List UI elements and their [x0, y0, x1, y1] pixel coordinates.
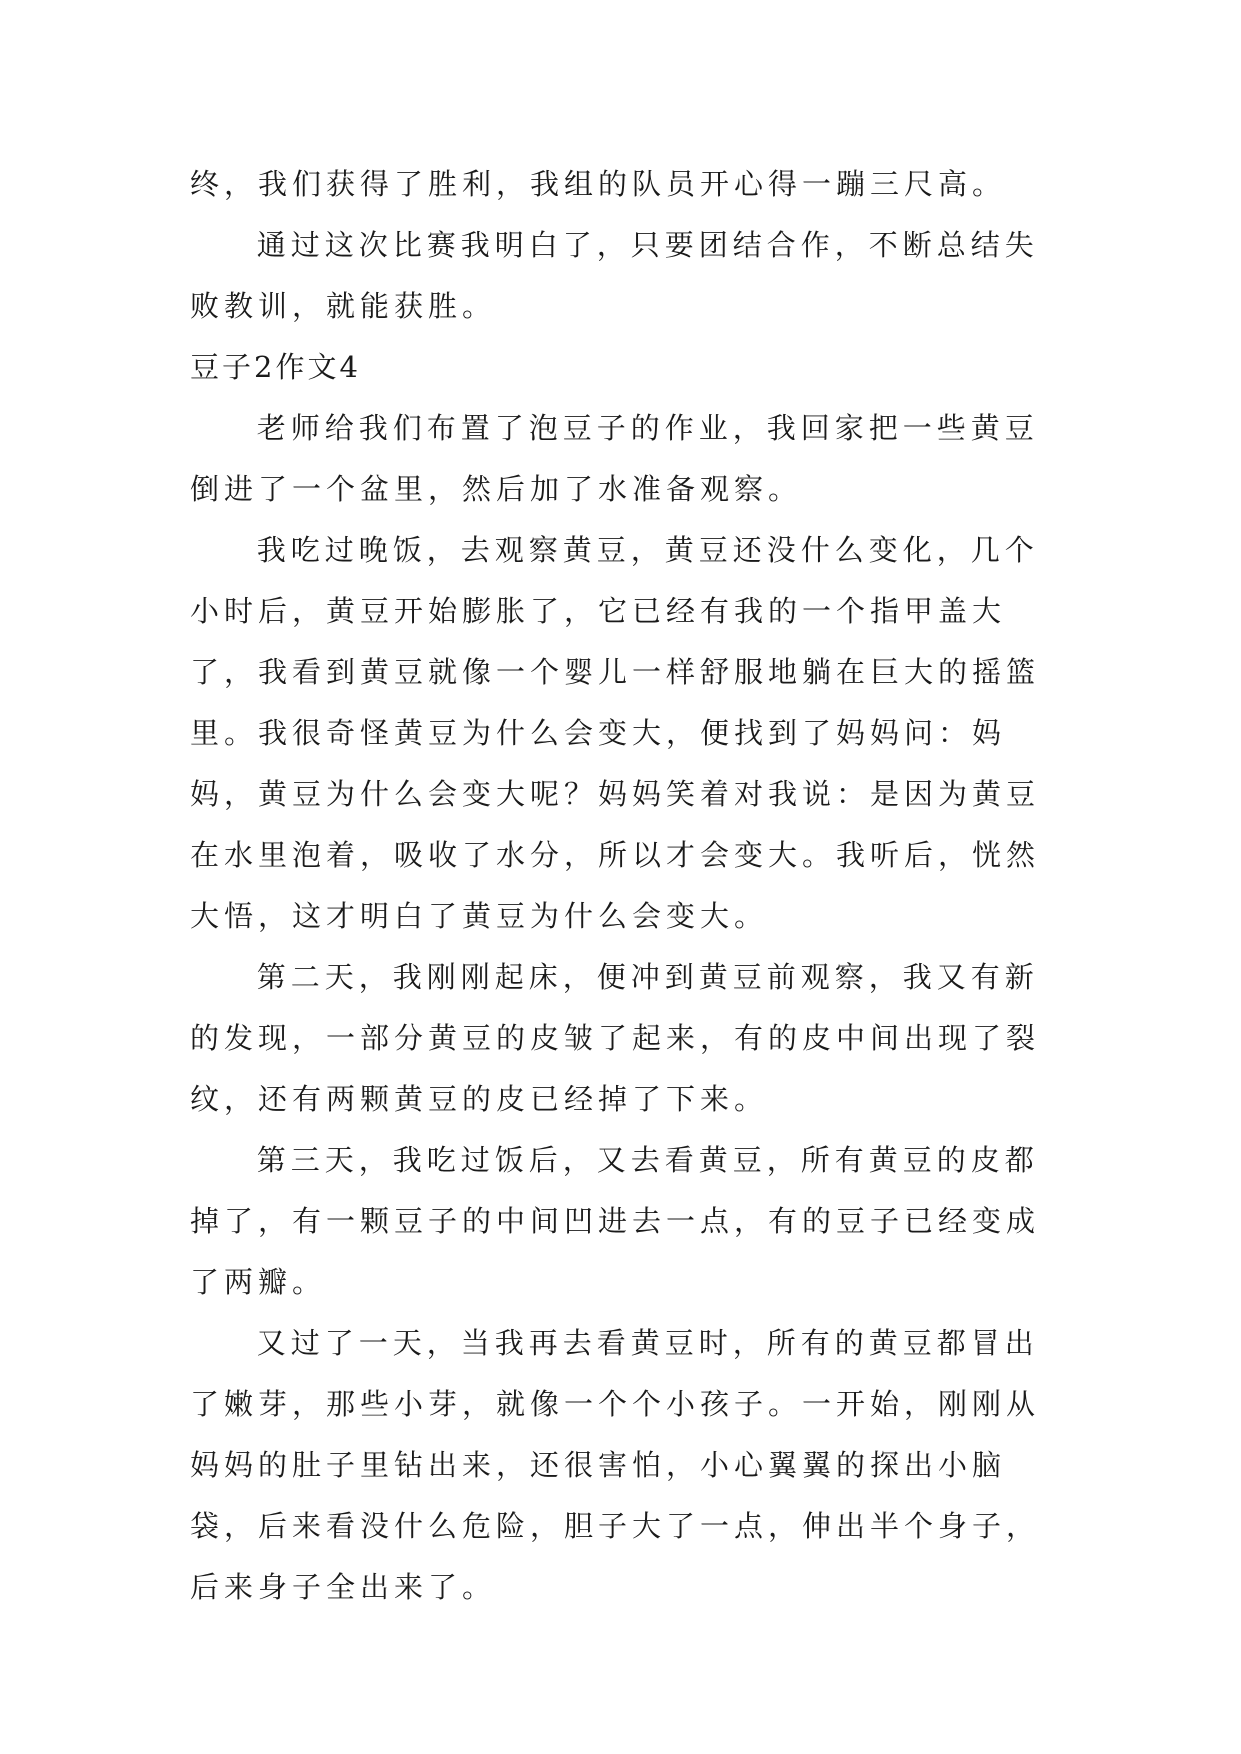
paragraph-conclusion: 通过这次比赛我明白了，只要团结合作，不断总结失败教训，就能获胜。: [190, 228, 1039, 323]
paragraph-sprouts: 又过了一天，当我再去看黄豆时，所有的黄豆都冒出了嫩芽，那些小芽，就像一个个小孩子。一开始，刚刚从妈妈的肚子里钻出来，还很害怕，小心翼翼的探出小脑袋，后来看没什么危险，胆子大了一点，伸出半个身子，后来身子全出来了。: [190, 1326, 1041, 1604]
essay-title: 豆子2作文4: [190, 350, 361, 384]
paragraph-day-two: 第二天，我刚刚起床，便冲到黄豆前观察，我又有新的发现，一部分黄豆的皮皱了起来，有的皮中间出现了裂纹，还有两颗黄豆的皮已经掉了下来。: [190, 960, 1041, 1116]
paragraph-intro: 老师给我们布置了泡豆子的作业，我回家把一些黄豆倒进了一个盆里，然后加了水准备观察。: [190, 411, 1039, 506]
paragraph-day-three: 第三天，我吃过饭后，又去看黄豆，所有黄豆的皮都掉了，有一颗豆子的中间凹进去一点，有的豆子已经变成了两瓣。: [190, 1143, 1041, 1299]
paragraph-evening: 我吃过晚饭，去观察黄豆，黄豆还没什么变化，几个小时后，黄豆开始膨胀了，它已经有我的一个指甲盖大了，我看到黄豆就像一个婴儿一样舒服地躺在巨大的摇篮里。我很奇怪黄豆为什么会变大，便找到了妈妈问：妈妈，黄豆为什么会变大呢？妈妈笑着对我说：是因为黄豆在水里泡着，吸收了水分，所以才会变大。我听后，恍然大悟，这才明白了黄豆为什么会变大。: [190, 533, 1041, 933]
paragraph-continued: 终，我们获得了胜利，我组的队员开心得一蹦三尺高。: [190, 167, 1007, 201]
document-body: [190, 154, 1052, 1618]
